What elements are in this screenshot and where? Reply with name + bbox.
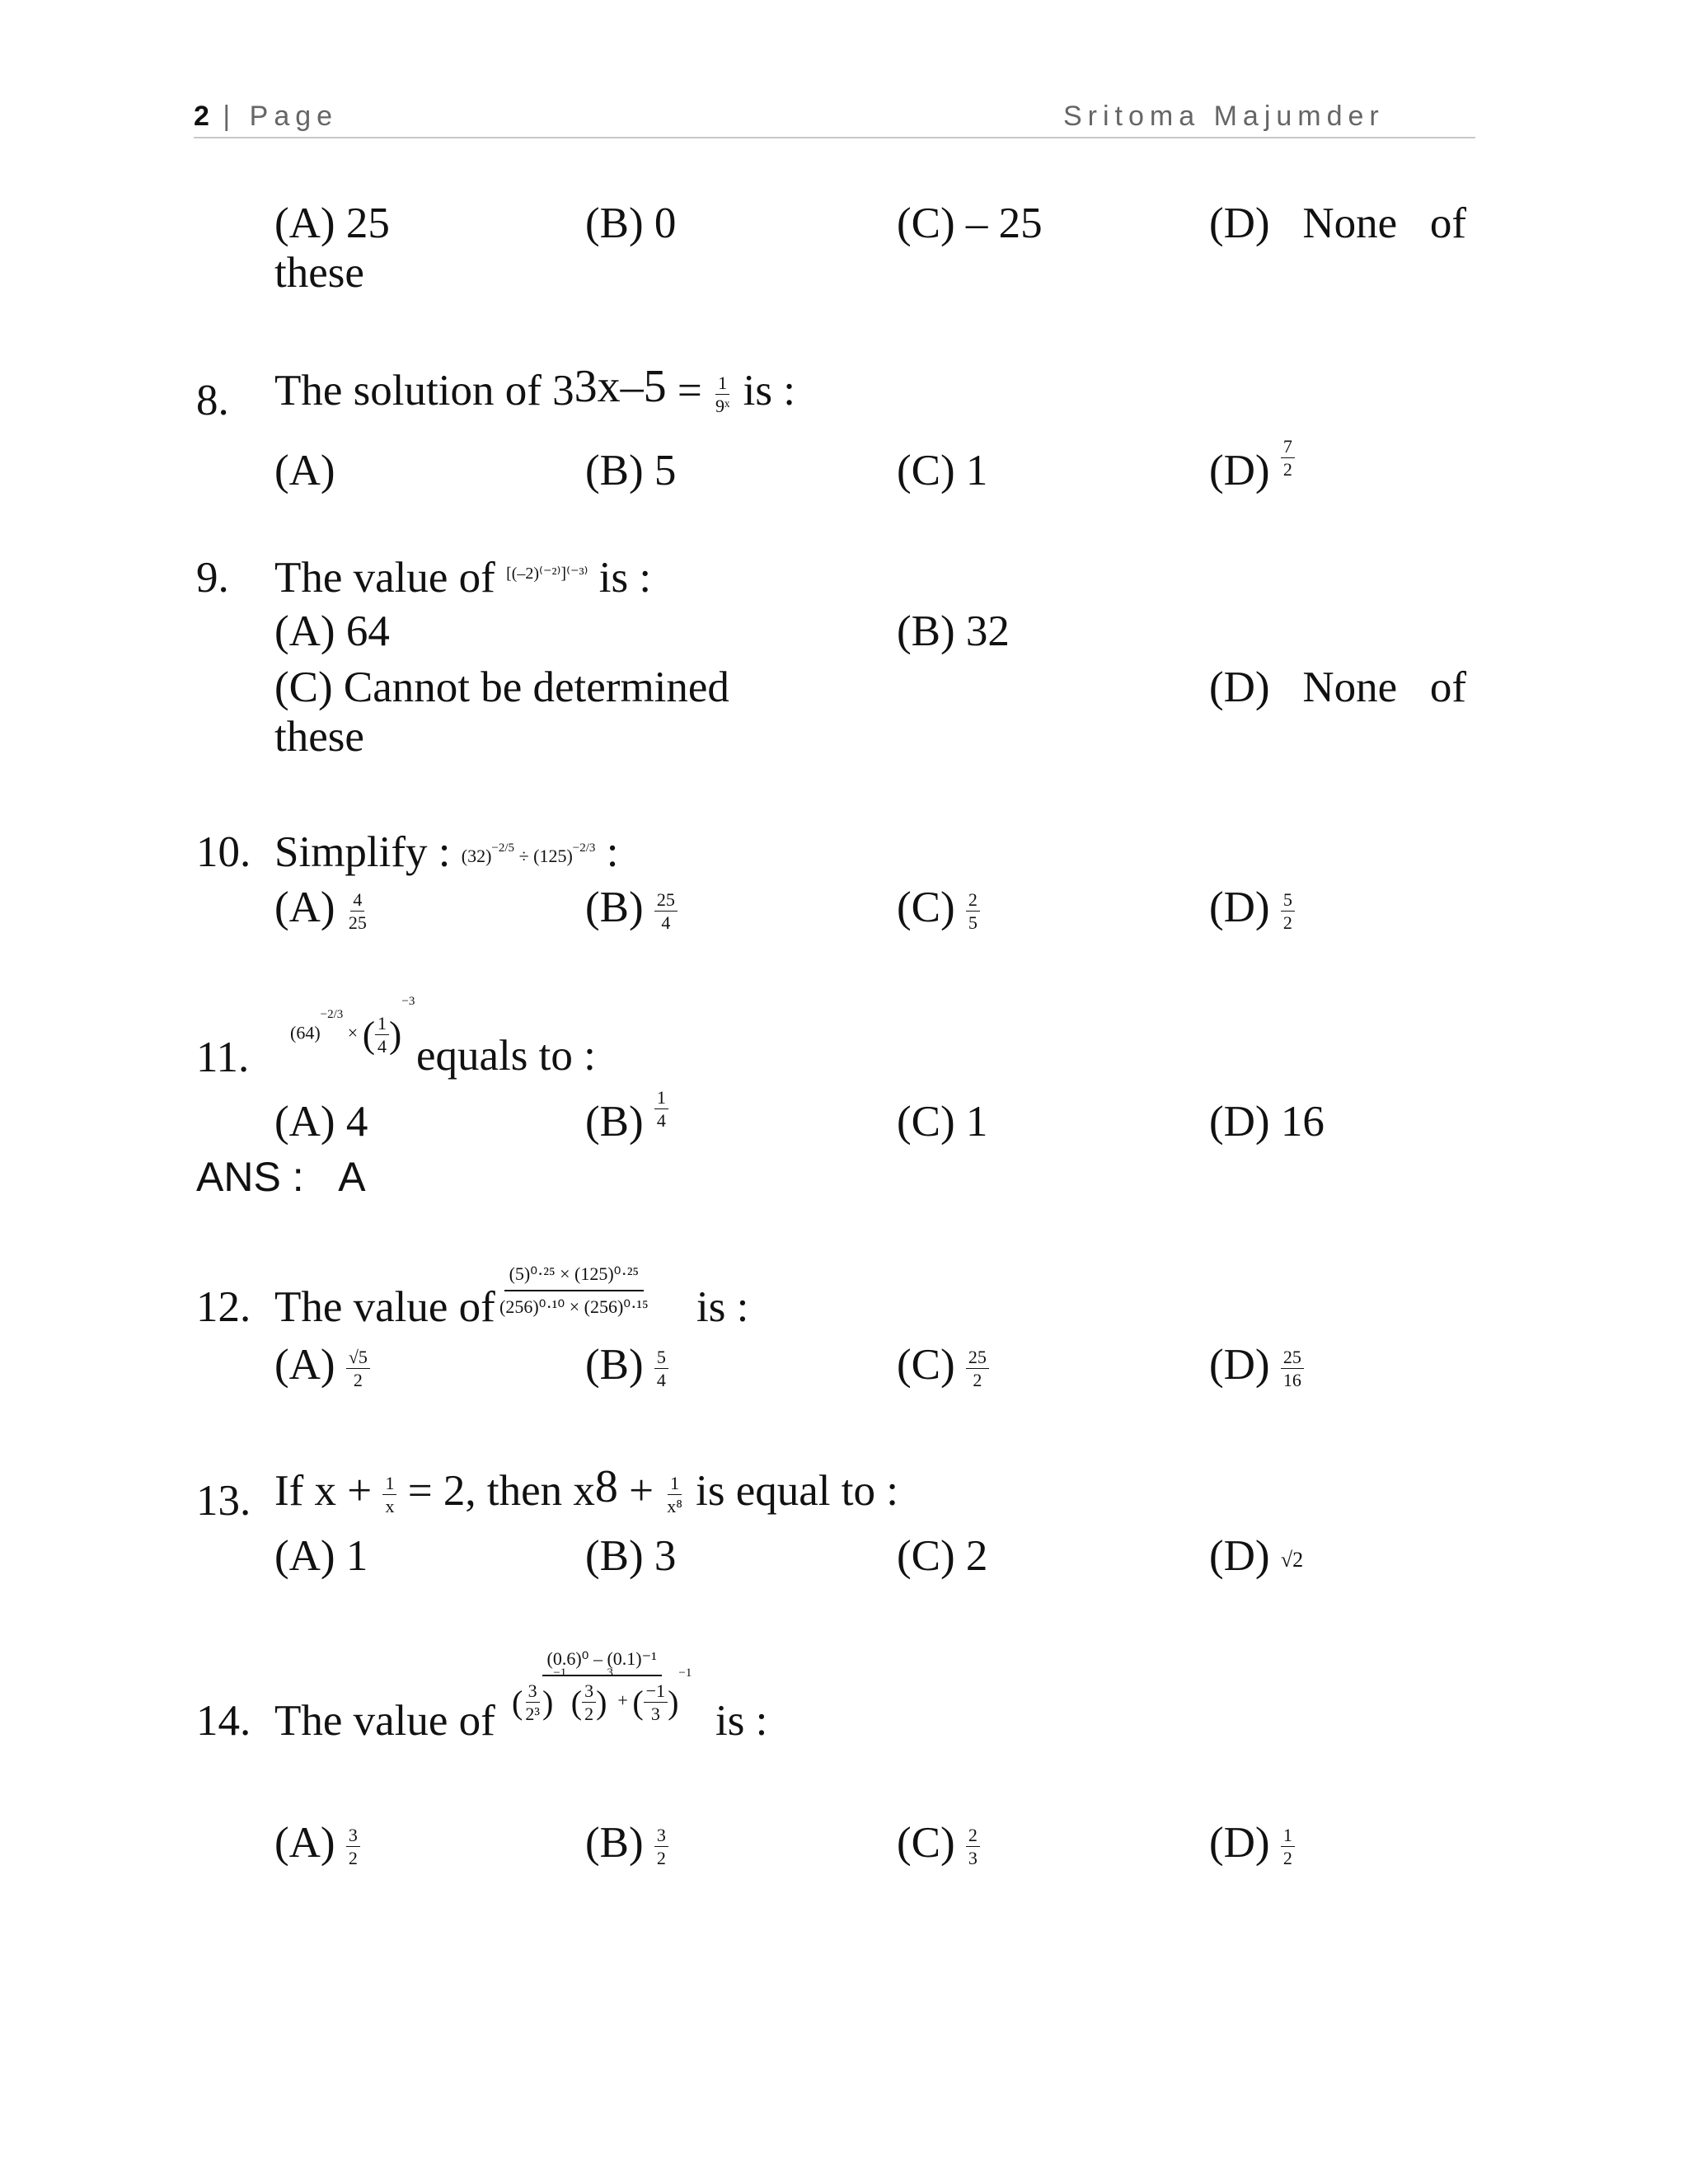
- q11-option-a: (A) 4: [274, 1098, 368, 1146]
- q13-option-b: (B) 3: [585, 1532, 677, 1580]
- q14-a-den: 2: [348, 1848, 358, 1869]
- q10-a-den: 25: [348, 912, 367, 934]
- q12-b-label: (B): [585, 1341, 644, 1389]
- q12-d-num: 25: [1281, 1347, 1304, 1369]
- q14-d2-rparen: ): [596, 1684, 607, 1722]
- q13-text-post: is equal to :: [684, 1467, 898, 1515]
- q9-text-pre: The value of: [274, 554, 507, 602]
- q10-b-fraction: [654, 890, 678, 932]
- q13-text-pre: If x +: [274, 1467, 383, 1515]
- q14-d1-rparen: ): [542, 1684, 554, 1722]
- q12-text-pre: The value of: [274, 1283, 495, 1331]
- q10-number: 10.: [196, 828, 251, 876]
- q12-c-num: 25: [966, 1347, 989, 1369]
- q12-numerator: (5)⁰·²⁵ × (125)⁰·²⁵: [504, 1263, 645, 1291]
- q8-frac-num: 1: [715, 373, 729, 395]
- q14-d2-den: 2: [584, 1704, 594, 1725]
- q11-b-num: 1: [654, 1088, 668, 1109]
- q10-b-label: (B): [585, 883, 644, 931]
- q9-expression: [(–2)⁽⁻²⁾]⁽⁻³⁾: [506, 564, 588, 583]
- q11-option-b: [585, 1088, 668, 1144]
- q11-text-post: equals to :: [416, 1032, 596, 1080]
- q14-option-d: [1209, 1821, 1295, 1868]
- q13-option-a: (A) 1: [274, 1532, 368, 1580]
- q14-option-b: [585, 1821, 668, 1868]
- q13-frac2: [664, 1474, 685, 1516]
- q11-option-c: (C) 1: [897, 1098, 988, 1146]
- q12-b-num: 5: [654, 1347, 668, 1369]
- q14-a-label: (A): [274, 1819, 335, 1867]
- q14-d3-den: 3: [650, 1704, 660, 1725]
- q13-f1-den: x: [385, 1496, 395, 1517]
- q14-d3-lparen: (: [632, 1684, 644, 1722]
- q10-exp-a: −2/5: [491, 841, 515, 855]
- q12-b-fraction: [654, 1347, 668, 1390]
- q11-operator: ×: [343, 1022, 363, 1043]
- q8-fraction: [713, 373, 732, 415]
- q10-base-b: (125): [533, 845, 573, 866]
- q13-exponent: 8: [594, 1461, 618, 1512]
- author-header: Sritoma Majumder: [1063, 101, 1385, 132]
- q13-plus: +: [617, 1467, 665, 1515]
- q10-a-fraction: [346, 890, 369, 932]
- q14-d1-num: 3: [526, 1681, 540, 1703]
- q8-frac-den: 9ˣ: [715, 396, 730, 417]
- q12-option-a: [274, 1343, 370, 1390]
- q14-text-post: is :: [715, 1697, 768, 1745]
- q11-exp-b: −3: [401, 995, 415, 1009]
- q13-option-d: [1209, 1532, 1304, 1580]
- q14-numerator: (0.6)⁰ – (0.1)⁻¹: [542, 1648, 662, 1676]
- q12-fraction: [495, 1263, 654, 1318]
- q11-number: 11.: [196, 1033, 250, 1081]
- q12-denominator: (256)⁰·¹⁰ × (256)⁰·¹⁵: [499, 1296, 649, 1317]
- q13-f2-num: 1: [668, 1474, 682, 1495]
- q11-b-fraction: [654, 1088, 668, 1130]
- page-label: | Page: [223, 101, 339, 132]
- q11-left-paren: (: [362, 1013, 376, 1056]
- q14-d-den: 2: [1282, 1848, 1292, 1869]
- page-number-header: [194, 101, 338, 133]
- q9-option-c: (C) Cannot be determined: [274, 663, 729, 711]
- q14-b-label: (B): [585, 1819, 644, 1867]
- q14-b-num: 3: [654, 1825, 668, 1847]
- q11-right-paren: ): [389, 1013, 402, 1056]
- q14-option-c: [897, 1821, 980, 1868]
- q10-d-den: 2: [1282, 912, 1292, 934]
- q12-c-label: (C): [897, 1341, 955, 1389]
- q14-d2-num: 3: [582, 1681, 596, 1703]
- q14-c-den: 3: [968, 1848, 978, 1869]
- q8-option-c: (C) 1: [897, 447, 988, 494]
- q10-d-num: 5: [1281, 890, 1295, 912]
- q13-frac1: [382, 1474, 396, 1516]
- q7-option-d: (D) None of: [1209, 199, 1467, 247]
- q12-option-b: [585, 1343, 668, 1390]
- q13-f1-num: 1: [382, 1474, 396, 1495]
- q14-fraction: [507, 1648, 696, 1723]
- q8-exponent: 3x–5: [574, 361, 667, 412]
- q9-option-a: (A) 64: [274, 607, 390, 655]
- q12-option-c: [897, 1343, 989, 1390]
- q10-b-den: 4: [661, 912, 671, 934]
- q9-option-d: (D) None of: [1209, 663, 1467, 711]
- q13-option-c: (C) 2: [897, 1532, 988, 1580]
- q14-d-label: (D): [1209, 1819, 1270, 1867]
- q7-option-a: (A) 25: [274, 199, 390, 247]
- q9-text-post: is :: [588, 554, 652, 602]
- q14-d3-num: −1: [644, 1681, 668, 1703]
- q14-a-num: 3: [346, 1825, 360, 1847]
- q11-b-den: 4: [656, 1110, 666, 1132]
- q14-a-fraction: [346, 1825, 360, 1868]
- q12-a-fraction: [346, 1347, 370, 1390]
- q7-option-b: (B) 0: [585, 199, 677, 247]
- q8-option-d-fraction: [1281, 437, 1295, 479]
- q9-number: 9.: [196, 554, 229, 602]
- q7-option-d-continued: these: [274, 249, 364, 297]
- q14-b-fraction: [654, 1825, 668, 1868]
- page-number: 2: [194, 101, 209, 132]
- q10-a-num: 4: [350, 890, 364, 912]
- q14-text-pre: The value of: [274, 1697, 495, 1745]
- q8-d-den: 2: [1282, 459, 1292, 480]
- q14-d-fraction: [1281, 1825, 1295, 1868]
- q10-text-pre: Simplify :: [274, 828, 462, 876]
- q14-c-num: 2: [966, 1825, 980, 1847]
- q10-c-den: 5: [968, 912, 978, 934]
- q8-option-a: (A): [274, 447, 335, 494]
- q10-text-post: :: [595, 828, 619, 876]
- q11-answer: [196, 1154, 366, 1200]
- q10-d-fraction: [1281, 890, 1295, 932]
- q10-question: [274, 828, 619, 876]
- q14-den-plus: +: [617, 1690, 628, 1711]
- q10-option-b: [585, 883, 678, 934]
- q14-d-num: 1: [1281, 1825, 1295, 1847]
- q10-exp-b: −2/3: [572, 841, 596, 855]
- q10-a-label: (A): [274, 883, 335, 931]
- q14-den-frac2: [582, 1681, 596, 1723]
- q14-d3-exp: −1: [678, 1666, 692, 1680]
- q10-d-label: (D): [1209, 883, 1270, 931]
- q10-expression: [461, 841, 596, 866]
- q12-c-den: 2: [973, 1370, 982, 1391]
- q14-d1-lparen: (: [512, 1684, 523, 1722]
- q13-question: [274, 1461, 898, 1517]
- q13-d-label: (D): [1209, 1532, 1270, 1580]
- q12-text-post: is :: [696, 1283, 749, 1331]
- q14-d1-exp: −1: [553, 1666, 567, 1680]
- q14-d2-lparen: (: [570, 1684, 583, 1722]
- q8-number: 8.: [196, 377, 229, 424]
- q9-option-d-continued: these: [274, 713, 364, 761]
- q11-paren-den: 4: [377, 1036, 387, 1057]
- q12-d-fraction: [1281, 1347, 1304, 1390]
- q14-d1-den: 2³: [525, 1704, 540, 1725]
- q14-d3-rparen: ): [668, 1684, 679, 1722]
- q12-number: 12.: [196, 1283, 251, 1331]
- q14-denominator: [507, 1666, 696, 1725]
- q14-den-frac3: [644, 1681, 668, 1723]
- header-divider: [194, 137, 1475, 138]
- q8-option-d-label: (D): [1209, 447, 1270, 494]
- q11-exp-a: −2/3: [320, 1008, 344, 1022]
- q10-option-d: [1209, 883, 1295, 934]
- q12-b-den: 4: [656, 1370, 666, 1391]
- q13-f2-den: x⁸: [667, 1496, 682, 1517]
- q13-text-mid: = 2, then x: [396, 1467, 595, 1515]
- q12-a-label: (A): [274, 1341, 335, 1389]
- q8-option-b: (B) 5: [585, 447, 677, 494]
- q14-b-den: 2: [656, 1848, 666, 1869]
- q10-c-label: (C): [897, 883, 955, 931]
- q11-paren-num: 1: [375, 1014, 389, 1035]
- q10-c-fraction: [966, 890, 980, 932]
- q13-d-value: √2: [1280, 1547, 1304, 1572]
- q12-c-fraction: [966, 1347, 989, 1390]
- q11-paren-fraction: [375, 1014, 389, 1056]
- q14-d2-exp: 3: [607, 1666, 613, 1680]
- q13-number: 13.: [196, 1477, 251, 1525]
- q14-den-frac1: [523, 1681, 542, 1723]
- q10-b-num: 25: [654, 890, 678, 912]
- q14-option-a: [274, 1821, 360, 1868]
- q14-number: 14.: [196, 1697, 251, 1745]
- q7-option-c: (C) – 25: [897, 199, 1043, 247]
- q10-c-num: 2: [966, 890, 980, 912]
- q10-option-a: [274, 883, 369, 934]
- q8-d-num: 7: [1281, 437, 1295, 458]
- q14-c-fraction: [966, 1825, 980, 1868]
- q11-base-a: (64): [290, 1022, 321, 1043]
- q11-answer-value: A: [338, 1154, 366, 1200]
- q8-question: [274, 361, 795, 417]
- q12-d-label: (D): [1209, 1341, 1270, 1389]
- q11-math: [290, 995, 415, 1057]
- q10-operator: ÷: [514, 845, 534, 866]
- q10-base-a: (32): [461, 845, 492, 866]
- q11-option-d: (D) 16: [1209, 1098, 1325, 1146]
- q12-a-num: √5: [346, 1347, 370, 1369]
- q14-c-label: (C): [897, 1819, 955, 1867]
- q9-question: [274, 556, 651, 600]
- q12-option-d: [1209, 1343, 1304, 1390]
- q11-expression: [290, 995, 415, 1057]
- q8-text-post: is :: [732, 367, 795, 415]
- q8-option-d: [1209, 437, 1295, 493]
- q12-a-den: 2: [353, 1370, 363, 1391]
- q8-equals: =: [666, 367, 713, 415]
- q8-text-pre: The solution of 3: [274, 367, 574, 415]
- q11-b-label: (B): [585, 1098, 644, 1146]
- q12-d-den: 16: [1282, 1370, 1301, 1391]
- q11-answer-label: ANS :: [196, 1154, 304, 1200]
- q9-option-b: (B) 32: [897, 607, 1010, 655]
- q10-option-c: [897, 883, 980, 934]
